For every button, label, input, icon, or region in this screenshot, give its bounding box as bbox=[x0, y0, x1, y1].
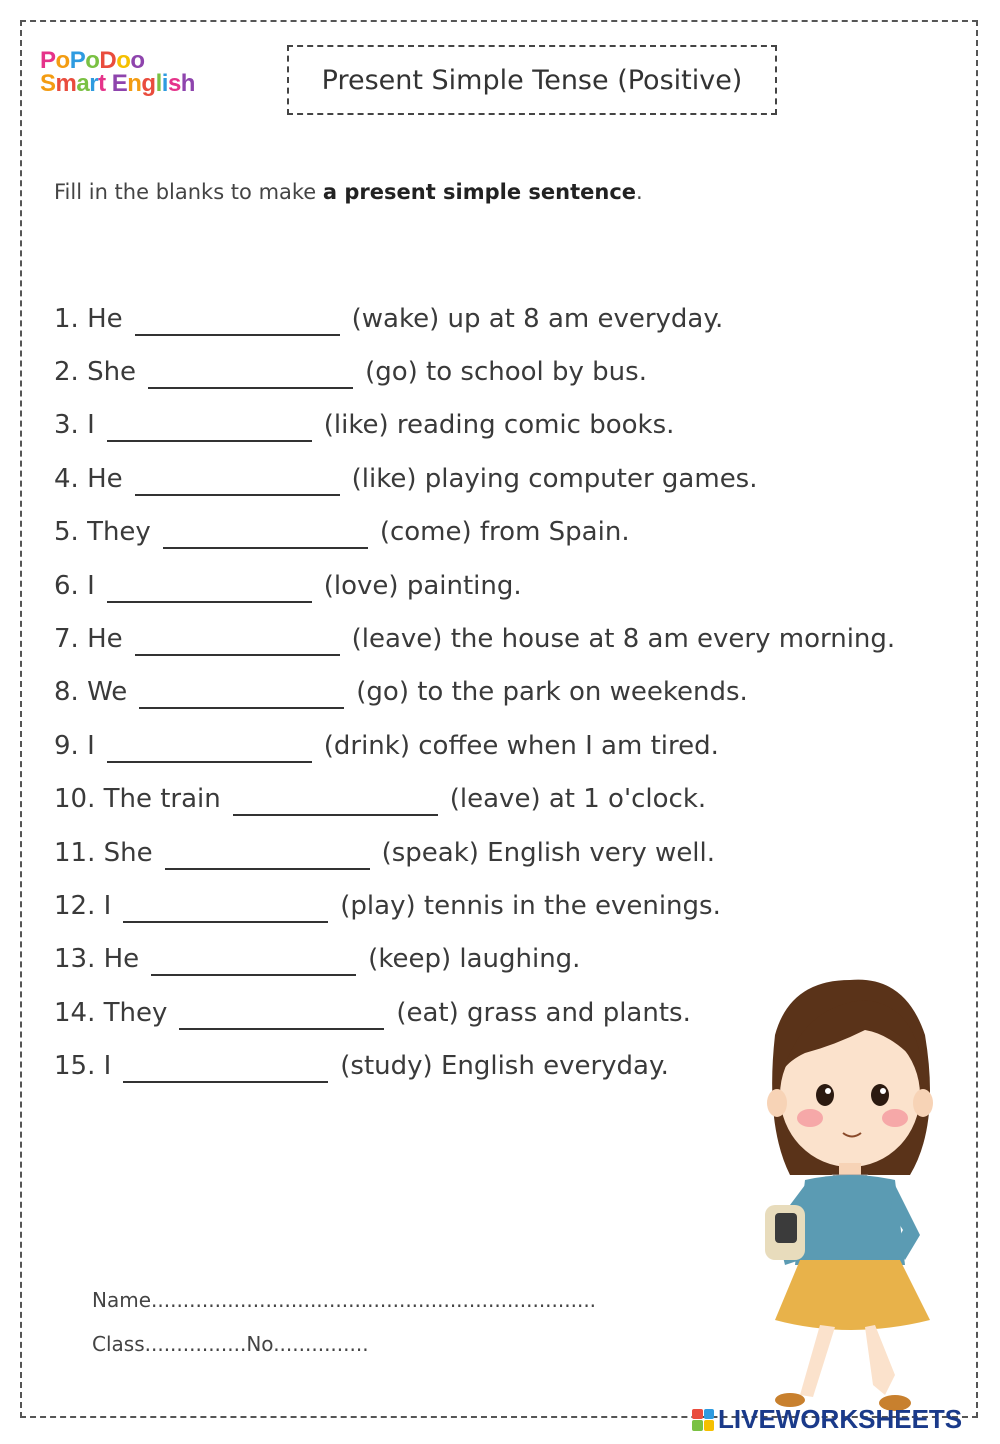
name-line[interactable] bbox=[92, 1278, 596, 1322]
answer-blank[interactable] bbox=[179, 1004, 384, 1030]
exercise-list bbox=[54, 292, 895, 1093]
exercise-subject: 13. He bbox=[54, 944, 140, 975]
logo-letter: o bbox=[55, 47, 70, 74]
exercise-subject: 4. He bbox=[54, 463, 123, 494]
answer-blank[interactable] bbox=[107, 416, 312, 442]
logo-letter: t bbox=[98, 69, 106, 97]
answer-blank[interactable] bbox=[123, 897, 328, 923]
exercise-subject: 1. He bbox=[54, 303, 123, 334]
exercise-item bbox=[54, 452, 895, 505]
exercise-subject: 3. I bbox=[54, 410, 95, 441]
answer-blank[interactable] bbox=[107, 577, 312, 603]
girl-illustration bbox=[745, 975, 955, 1415]
logo-letter: i bbox=[161, 69, 168, 97]
exercise-subject: 12. I bbox=[54, 890, 112, 921]
liveworksheets-text: LIVEWORKSHEETS bbox=[718, 1404, 963, 1434]
exercise-rest: (speak) English very well. bbox=[381, 837, 716, 868]
exercise-rest: (go) to school by bus. bbox=[365, 357, 647, 388]
answer-blank[interactable] bbox=[151, 950, 356, 976]
logo-letter: n bbox=[127, 69, 142, 97]
logo-letter: a bbox=[76, 69, 90, 97]
exercise-item bbox=[54, 345, 895, 398]
worksheet-title-text: Present Simple Tense (Positive) bbox=[321, 64, 743, 96]
answer-blank[interactable] bbox=[163, 523, 368, 549]
exercise-rest: (leave) the house at 8 am every morning. bbox=[351, 624, 896, 655]
answer-blank[interactable] bbox=[107, 737, 312, 763]
badge-square bbox=[704, 1409, 715, 1420]
exercise-subject: 11. She bbox=[54, 837, 153, 868]
student-info bbox=[92, 1278, 596, 1366]
logo-letter: m bbox=[55, 69, 77, 97]
exercise-rest: (go) to the park on weekends. bbox=[356, 677, 748, 708]
exercise-rest: (study) English everyday. bbox=[340, 1051, 669, 1082]
answer-blank[interactable] bbox=[233, 790, 438, 816]
exercise-rest: (like) reading comic books. bbox=[323, 410, 675, 441]
logo-letter: S bbox=[40, 69, 56, 97]
exercise-rest: (eat) grass and plants. bbox=[396, 997, 691, 1028]
exercise-rest: (drink) coffee when I am tired. bbox=[323, 730, 719, 761]
exercise-rest: (like) playing computer games. bbox=[351, 463, 758, 494]
no-label: No bbox=[246, 1332, 274, 1356]
liveworksheets-watermark bbox=[692, 1404, 962, 1435]
exercise-subject: 6. I bbox=[54, 570, 95, 601]
exercise-rest: (wake) up at 8 am everyday. bbox=[351, 303, 724, 334]
logo-letter: h bbox=[180, 69, 195, 97]
logo-letter: P bbox=[69, 47, 86, 74]
name-label: Name bbox=[92, 1288, 152, 1312]
class-dots: ................ bbox=[144, 1332, 247, 1356]
exercise-subject: 10. The train bbox=[54, 784, 221, 815]
exercise-rest: (keep) laughing. bbox=[368, 944, 581, 975]
logo-letter: l bbox=[155, 69, 162, 97]
exercise-item bbox=[54, 879, 895, 932]
exercise-item bbox=[54, 826, 895, 879]
exercise-item bbox=[54, 292, 895, 345]
answer-blank[interactable] bbox=[165, 844, 370, 870]
logo-letter: o bbox=[116, 47, 131, 74]
exercise-item bbox=[54, 666, 895, 719]
badge-square bbox=[692, 1409, 703, 1420]
no-dots: ............... bbox=[273, 1332, 369, 1356]
answer-blank[interactable] bbox=[148, 363, 353, 389]
instruction bbox=[54, 180, 643, 204]
exercise-subject: 9. I bbox=[54, 730, 95, 761]
exercise-subject: 7. He bbox=[54, 624, 123, 655]
logo-letter: E bbox=[111, 69, 128, 97]
exercise-rest: (come) from Spain. bbox=[379, 517, 630, 548]
exercise-item bbox=[54, 506, 895, 559]
badge-square bbox=[692, 1420, 703, 1431]
answer-blank[interactable] bbox=[139, 683, 344, 709]
exercise-rest: (love) painting. bbox=[323, 570, 522, 601]
answer-blank[interactable] bbox=[135, 630, 340, 656]
exercise-subject: 8. We bbox=[54, 677, 128, 708]
exercise-item bbox=[54, 399, 895, 452]
exercise-subject: 5. They bbox=[54, 517, 151, 548]
exercise-item bbox=[54, 559, 895, 612]
exercise-item bbox=[54, 773, 895, 826]
name-dots: ...................................................................... bbox=[151, 1288, 597, 1312]
liveworksheets-badge-icon bbox=[692, 1409, 714, 1431]
answer-blank[interactable] bbox=[135, 470, 340, 496]
logo-line-2 bbox=[40, 69, 195, 97]
instruction-bold: a present simple sentence bbox=[322, 180, 637, 204]
exercise-rest: (play) tennis in the evenings. bbox=[340, 890, 721, 921]
instruction-suffix: . bbox=[636, 180, 643, 204]
instruction-prefix: Fill in the blanks to make bbox=[54, 180, 323, 204]
exercise-rest: (leave) at 1 o'clock. bbox=[449, 784, 707, 815]
exercise-item bbox=[54, 612, 895, 665]
logo-letter: g bbox=[141, 69, 156, 97]
logo-letter: o bbox=[85, 47, 100, 74]
answer-blank[interactable] bbox=[123, 1057, 328, 1083]
exercise-subject: 15. I bbox=[54, 1051, 112, 1082]
popodoo-logo bbox=[40, 47, 195, 97]
logo-letter: s bbox=[167, 69, 181, 97]
exercise-item bbox=[54, 719, 895, 772]
worksheet-title bbox=[287, 45, 777, 115]
exercise-subject: 14. They bbox=[54, 997, 168, 1028]
exercise-subject: 2. She bbox=[54, 357, 137, 388]
class-line[interactable] bbox=[92, 1322, 596, 1366]
logo-letter: o bbox=[130, 47, 145, 74]
logo-letter: P bbox=[40, 47, 56, 74]
class-label: Class bbox=[92, 1332, 145, 1356]
badge-square bbox=[704, 1420, 715, 1431]
logo-letter: D bbox=[99, 47, 117, 74]
answer-blank[interactable] bbox=[135, 310, 340, 336]
logo-letter: r bbox=[89, 69, 99, 97]
